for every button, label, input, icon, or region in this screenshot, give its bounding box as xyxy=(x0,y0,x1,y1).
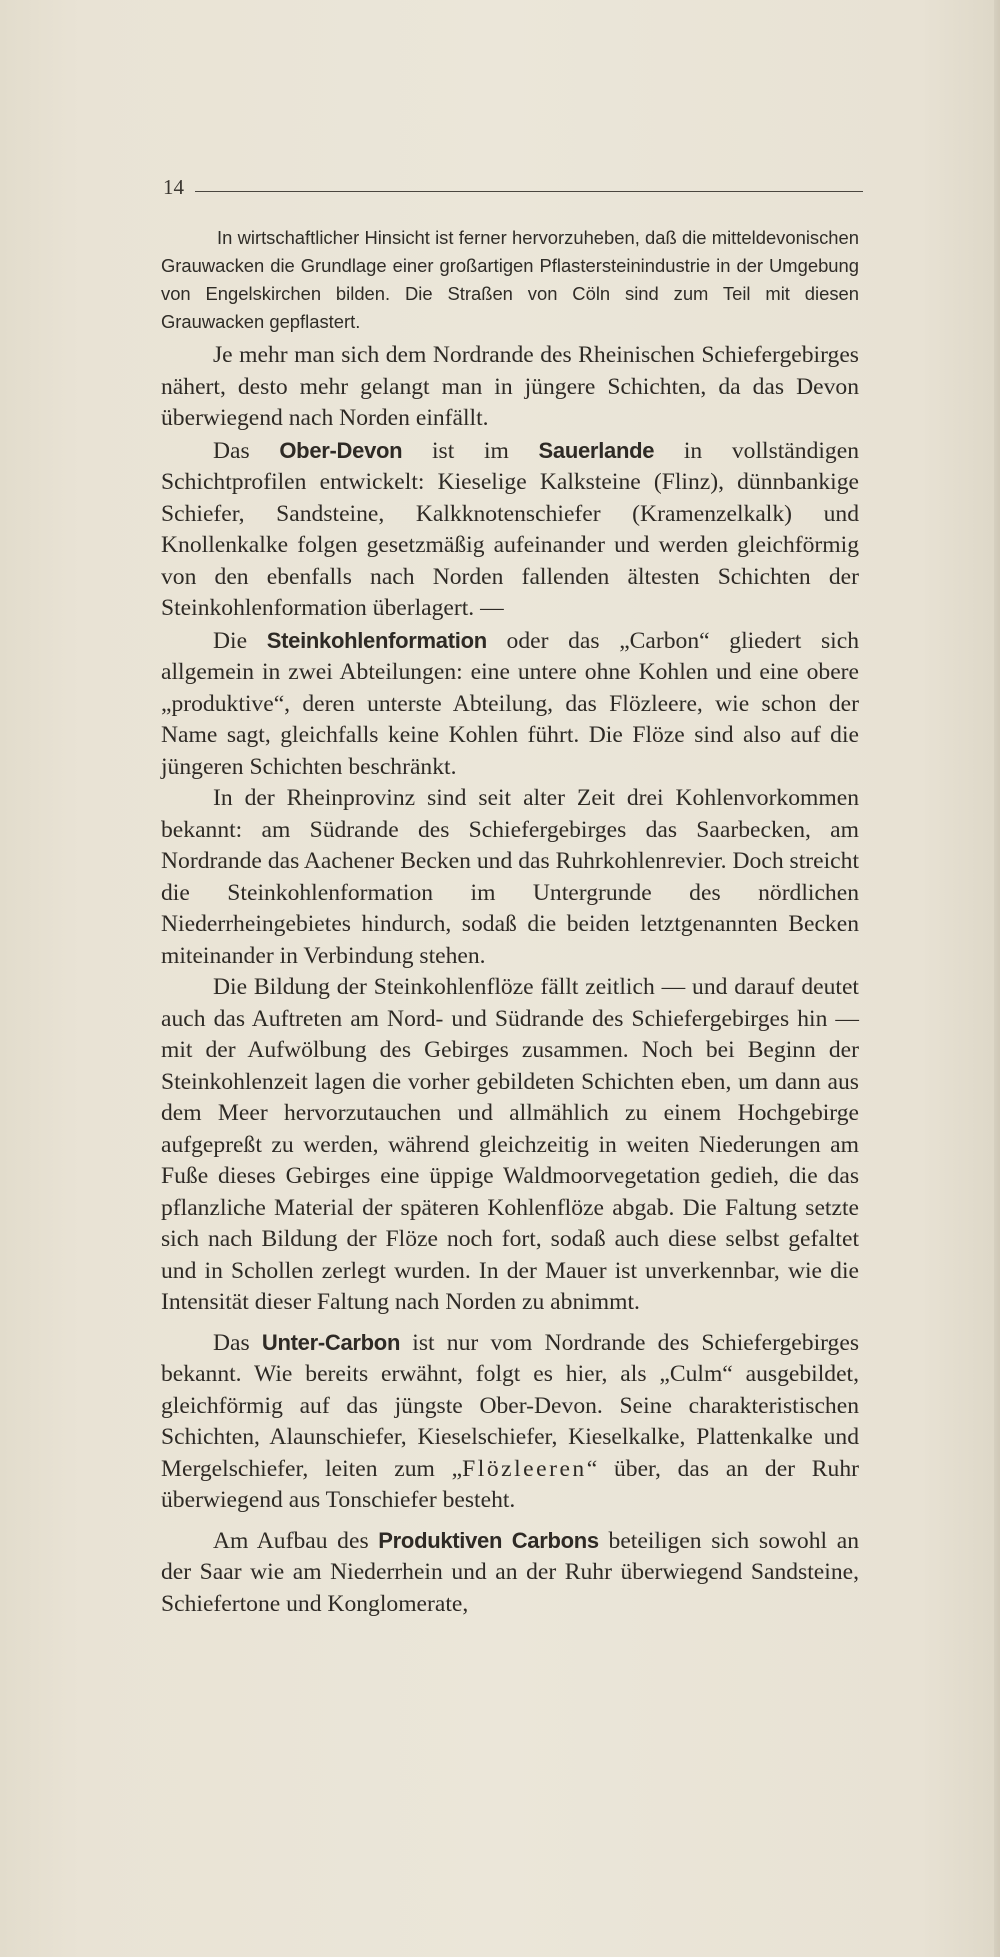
page-number: 14 xyxy=(163,175,184,199)
term-produktives-carbon: Produktiven Carbons xyxy=(378,1527,599,1553)
term-floezleeren: Flözleeren xyxy=(462,1455,587,1482)
paragraph-bildung: Die Bildung der Steinkohlenflöze fällt zeitlich — und darauf deutet auch das Auftreten am Nord- und Südrande des Schiefergebirges hin — mit der Aufwölbung des Gebirges zusammen. Noch bei Beginn der Steinkohlenzeit lagen die vorher gebildeten Schichten eben, um dann aus dem Meer hervorzutauchen und allmählich zu einem Hochgebirge aufgepreßt zu werden, während gleichzeitig in weiten Niederungen am Fuße dieses Gebirges eine üppige Waldmoorvegetation gedieh, die das pflanzliche Material der späteren Kohlenflöze abgab. Die Faltung setzte sich nach Bildung der Flöze noch fort, sodaß auch diese selbst gefaltet und in Schollen zerlegt wurden. In der Mauer ist unverkennbar, wie die Intensität dieser Faltung nach Norden zu abnimmt. xyxy=(161,974,859,1315)
text-run: oder das „Carbon“ gliedert sich allgemein in zwei Abteilungen: eine untere ohne Kohlen und eine obere „produktive“, deren unterste Abteilung, das Flözleere, wie schon der Name sagt, gleichfalls keine Kohlen führt. Die Flöze sind also auf die jüngeren Schichten beschränkt. xyxy=(161,627,859,780)
header-rule xyxy=(195,191,863,192)
text-run: in vollständigen Schichtprofilen entwickelt: Kieselige Kalksteine (Flinz), dünnbankige Schiefer, Sandsteine, Kalkknotenschiefer (Kramenzelkalk) und Knollenkalke folgen gesetzmäßig aufeinander und werden gleichförmig von den ebenfalls nach Norden fallenden ältesten Schichten der Steinkohlenformation überlagert. — xyxy=(161,437,859,621)
text-run: ist nur vom Nordrande des Schiefergebirges bekannt. Wie bereits erwähnt, folgt es hier, als „Culm“ ausgebildet, gleichförmig auf das jüngste Ober-Devon. Seine charakteristischen Schichten, Alaunschiefer, Kieselschiefer, Kieselkalke, Plattenkalke und Mergelschiefer, leiten zum „ xyxy=(161,1329,860,1482)
term-ober-devon: Ober-Devon xyxy=(279,437,403,463)
text-run: “ über, das an der Ruhr überwiegend aus Tonschiefer besteht. xyxy=(161,1455,859,1513)
text-run: Das xyxy=(213,437,280,464)
text-run: ist im xyxy=(402,437,539,464)
paragraph-rheinprovinz: In der Rheinprovinz sind seit alter Zeit drei Kohlenvorkommen bekannt: am Südrande des Schiefergebirges das Saarbecken, am Nordrande das Aachener Becken und das Ruhrkohlenrevier. Doch streicht die Steinkohlenformation im Untergrunde des nördlichen Niederrheingebietes hindurch, sodaß die beiden letztgenannten Becken miteinander in Verbindung stehen. xyxy=(161,785,859,969)
paragraph-unter-carbon xyxy=(161,1327,859,1517)
text-run: beteiligen sich sowohl an der Saar wie am Niederrhein und an der Ruhr überwiegend Sandsteine, Schiefertone und Konglomerate, xyxy=(161,1527,859,1617)
text-run: Am Aufbau des xyxy=(213,1527,379,1554)
term-steinkohlenformation: Steinkohlenformation xyxy=(266,627,487,653)
term-sauerlande: Sauerlande xyxy=(538,437,655,463)
text-run: Das xyxy=(213,1329,262,1356)
paragraph-nordrande: Je mehr man sich dem Nordrande des Rheinischen Schiefergebirges nähert, desto mehr gelangt man in jüngere Schichten, da das Devon überwiegend nach Norden einfällt. xyxy=(161,342,859,431)
body-text xyxy=(161,224,859,1620)
paragraph-intro: In wirtschaftlicher Hinsicht ist ferner hervorzuheben, daß die mitteldevonischen Grauwacken die Grundlage einer großartigen Pflastersteinindustrie in der Umgebung von Engelskirchen bilden. Die Straßen von Cöln sind zum Teil mit diesen Grauwacken gepflastert. xyxy=(161,227,859,332)
page-header xyxy=(163,172,863,202)
term-unter-carbon: Unter-Carbon xyxy=(261,1329,401,1355)
paragraph-steinkohlenformation xyxy=(161,625,859,784)
page-edge-shadow xyxy=(994,0,1000,1957)
paragraph-ober-devon xyxy=(161,435,859,625)
paragraph-produktives-carbon xyxy=(161,1525,859,1621)
text-run: Die xyxy=(213,627,267,654)
